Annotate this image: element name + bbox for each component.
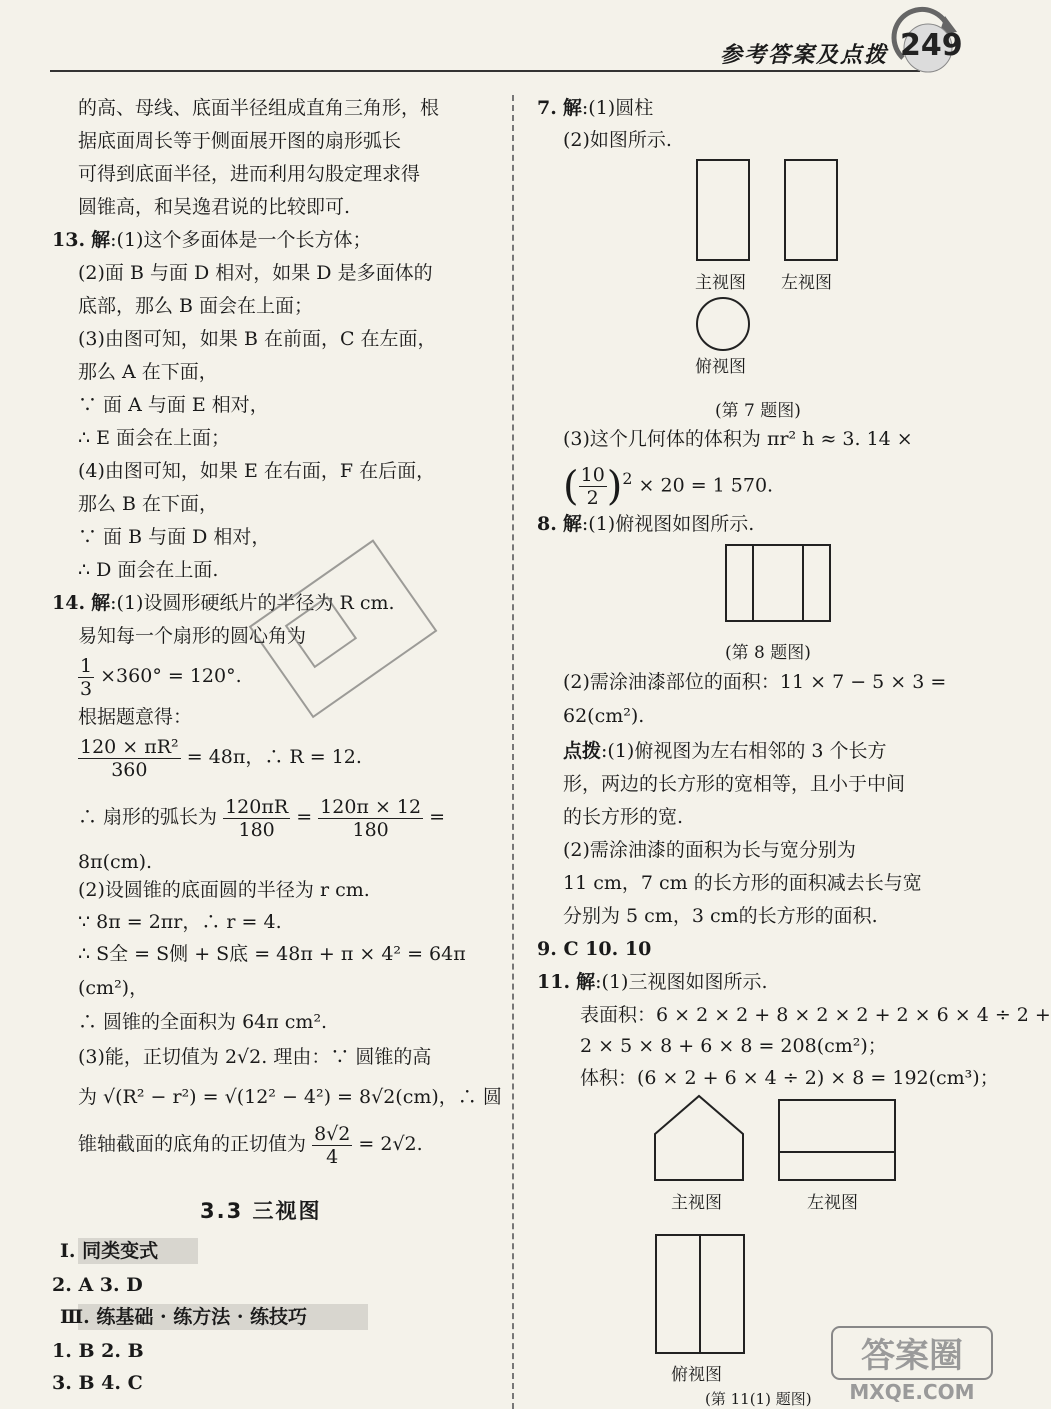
- formula-line: [78, 793, 445, 841]
- formula-line: [78, 733, 362, 781]
- svg-text:MXQE.COM: MXQE.COM: [849, 1380, 975, 1404]
- text-line: 分别为 5 cm，3 cm的长方形的面积.: [563, 905, 878, 927]
- text: ∴ 扇形的弧长为: [78, 806, 218, 828]
- text: 锥轴截面的底角的正切值为: [78, 1133, 307, 1155]
- text: =: [429, 806, 446, 828]
- denominator: 4: [326, 1145, 339, 1168]
- caption: 主视图: [695, 273, 746, 293]
- text: :(1)圆柱: [581, 97, 654, 119]
- caption: 俯视图: [695, 357, 746, 377]
- text-line: 根据题意得：: [78, 706, 193, 728]
- text-line: ∴ 圆锥的全面积为 64π cm².: [78, 1011, 328, 1033]
- fraction: [312, 1123, 352, 1168]
- text-line: 据底面周长等于侧面展开图的扇形弧长: [78, 130, 402, 152]
- text-line: 底部，那么 B 面会在上面；: [78, 295, 314, 317]
- front-view-rect: [697, 160, 749, 260]
- fraction: [318, 796, 423, 841]
- caption: 左视图: [807, 1193, 858, 1213]
- text-line: (2)需涂油漆的面积为长与宽分别为: [563, 839, 856, 861]
- denominator: 3: [80, 677, 93, 700]
- figure-caption: (第 7 题图): [715, 401, 801, 421]
- outer-rect: [726, 545, 830, 621]
- figure-caption: (第 11(1) 题图): [705, 1390, 812, 1408]
- fraction: [223, 796, 290, 841]
- text-line: (3)能，正切值为 2√2. 理由：∵ 圆锥的高: [78, 1046, 432, 1068]
- text-line: 圆锥高，和吴逸君说的比较即可.: [78, 196, 351, 218]
- subsection-title: Ⅰ. 同类变式: [60, 1240, 159, 1262]
- question-number: 8.: [537, 513, 557, 535]
- question-13: [52, 226, 371, 254]
- denominator: 180: [238, 818, 275, 841]
- fraction: [78, 655, 94, 700]
- text-line: 为 √(R² − r²) = √(12² − 4²) = 8√2(cm)，∴ 圆: [78, 1086, 502, 1108]
- text: :(1)三视图如图所示.: [595, 971, 768, 993]
- denominator: 180: [352, 818, 389, 841]
- question-number: 7.: [537, 97, 557, 119]
- numerator: 120πR: [225, 795, 289, 818]
- text-line: ∵ 面 A 与面 E 相对，: [78, 394, 269, 416]
- subsection-title: Ⅲ. 练基础 · 练方法 · 练技巧: [60, 1306, 308, 1328]
- text: :(1)这个多面体是一个长方体；: [110, 229, 372, 251]
- question-number: 14.: [52, 592, 86, 614]
- text-line: 的长方形的宽.: [563, 806, 684, 828]
- text-line: 2 × 5 × 8 + 6 × 8 = 208(cm²)；: [580, 1035, 887, 1057]
- text-line: 那么 A 在下面，: [78, 361, 218, 383]
- numerator: 120π × 12: [320, 795, 422, 818]
- figure-11-top-view: [655, 1234, 747, 1356]
- answer-label: 解: [562, 97, 582, 119]
- text: =: [296, 806, 313, 828]
- fraction: [78, 736, 181, 781]
- text-line: 表面积：6 × 2 × 2 + 8 × 2 × 2 + 2 × 6 × 4 ÷ 2 +: [580, 1004, 1051, 1026]
- answer-line: 3. B 4. C: [52, 1372, 143, 1394]
- caption: 主视图: [671, 1193, 722, 1213]
- figure-8-top-view: [725, 544, 831, 624]
- top-view-circle: [697, 298, 749, 350]
- caption: 左视图: [781, 273, 832, 293]
- caption: 俯视图: [671, 1365, 722, 1385]
- text-line: 8π(cm).: [78, 851, 153, 873]
- text-line: 可得到底面半径，进而利用勾股定理求得: [78, 163, 421, 185]
- answer-line: 9. C 10. 10: [537, 938, 652, 960]
- column-divider: [512, 95, 514, 1409]
- right-column: [515, 0, 1051, 1409]
- numerator: 1: [80, 654, 93, 677]
- text-line: ∴ S全 = S侧 + S底 = 48π + π × 4² = 64π: [78, 943, 466, 965]
- svg-text:答案圈: 答案圈: [861, 1336, 963, 1376]
- formula-line: [78, 1120, 423, 1168]
- formula-line: [563, 455, 773, 510]
- text-line: ∴ D 面会在上面.: [78, 559, 219, 581]
- text: :(1)俯视图如图所示.: [581, 513, 755, 535]
- text-line: (2)如图所示.: [563, 129, 672, 151]
- header-title: 参考答案及点拨: [719, 42, 888, 68]
- figure-caption: (第 8 题图): [725, 643, 811, 663]
- text-line: (3)由图可知，如果 B 在前面，C 在左面，: [78, 328, 437, 350]
- question-number: 11.: [537, 971, 571, 993]
- answer-label: 解: [91, 229, 111, 251]
- text-line: ∵ 8π = 2πr，∴ r = 4.: [78, 911, 282, 933]
- text: ×360° = 120°.: [100, 665, 242, 687]
- text-line: (3)这个几何体的体积为 πr² h ≈ 3. 14 ×: [563, 428, 913, 450]
- text-line: (2)需涂油漆部位的面积：11 × 7 − 5 × 3 =: [563, 671, 947, 693]
- question-number: 13.: [52, 229, 86, 251]
- numerator: 120 × πR²: [80, 735, 179, 758]
- text: = 48π，∴ R = 12.: [186, 746, 362, 768]
- text-line: 形，两边的长方形的宽相等，且小于中间: [563, 773, 906, 795]
- denominator: 360: [111, 758, 148, 781]
- answer-label: 解: [576, 971, 596, 993]
- numerator: 10: [580, 463, 605, 486]
- formula-line: [78, 652, 242, 700]
- left-view-rect: [785, 160, 837, 260]
- text-line: 的高、母线、底面半径组成直角三角形，根: [78, 97, 440, 119]
- fraction: [579, 464, 607, 509]
- question-11: [537, 968, 767, 996]
- text-line: (4)由图可知，如果 E 在右面，F 在后面，: [78, 460, 436, 482]
- text-line: (2)面 B 与面 D 相对，如果 D 是多面体的: [78, 262, 433, 284]
- question-7: [537, 94, 653, 122]
- text: :(1)俯视图为左右相邻的 3 个长方: [601, 740, 887, 762]
- text-line: 易知每一个扇形的圆心角为: [78, 625, 307, 647]
- left-view-rect: [779, 1100, 895, 1180]
- text-line: 11 cm，7 cm 的长方形的面积减去长与宽: [563, 872, 922, 894]
- answer-label: 解: [91, 592, 111, 614]
- page-number: 249: [900, 28, 963, 63]
- section-title: 3.3 三视图: [200, 1199, 322, 1223]
- figure-7-views: [695, 158, 855, 368]
- paren: (: [563, 463, 579, 510]
- answer-line: 1. B 2. B: [52, 1340, 144, 1362]
- text-line: 体积：(6 × 2 + 6 × 4 ÷ 2) × 8 = 192(cm³)；: [580, 1067, 999, 1089]
- text: × 20 = 1 570.: [638, 474, 774, 497]
- tip-line: [563, 737, 887, 765]
- paren: ): [606, 463, 623, 510]
- text: = 2√2.: [358, 1133, 423, 1155]
- front-view-pentagon: [655, 1096, 743, 1180]
- numerator: 8√2: [314, 1122, 351, 1145]
- superscript: 2: [622, 469, 633, 488]
- text-line: ∵ 面 B 与面 D 相对，: [78, 526, 271, 548]
- watermark-logo: [830, 1325, 995, 1405]
- text-line: (cm²)，: [78, 977, 149, 999]
- text-line: (2)设圆锥的底面圆的半径为 r cm.: [78, 879, 370, 901]
- tip-label: 点拨: [563, 740, 602, 762]
- text-line: 62(cm²).: [563, 705, 645, 727]
- text-line: ∴ E 面会在上面；: [78, 427, 231, 449]
- text: :(1)设圆形硬纸片的半径为 R cm.: [110, 592, 395, 614]
- stamp-mark: [240, 530, 460, 730]
- denominator: 2: [586, 486, 599, 509]
- answer-label: 解: [562, 513, 582, 535]
- answer-line: 2. A 3. D: [52, 1274, 143, 1296]
- figure-11-front-left-views: [653, 1094, 898, 1186]
- question-8: [537, 510, 754, 538]
- text-line: 那么 B 在下面，: [78, 493, 219, 515]
